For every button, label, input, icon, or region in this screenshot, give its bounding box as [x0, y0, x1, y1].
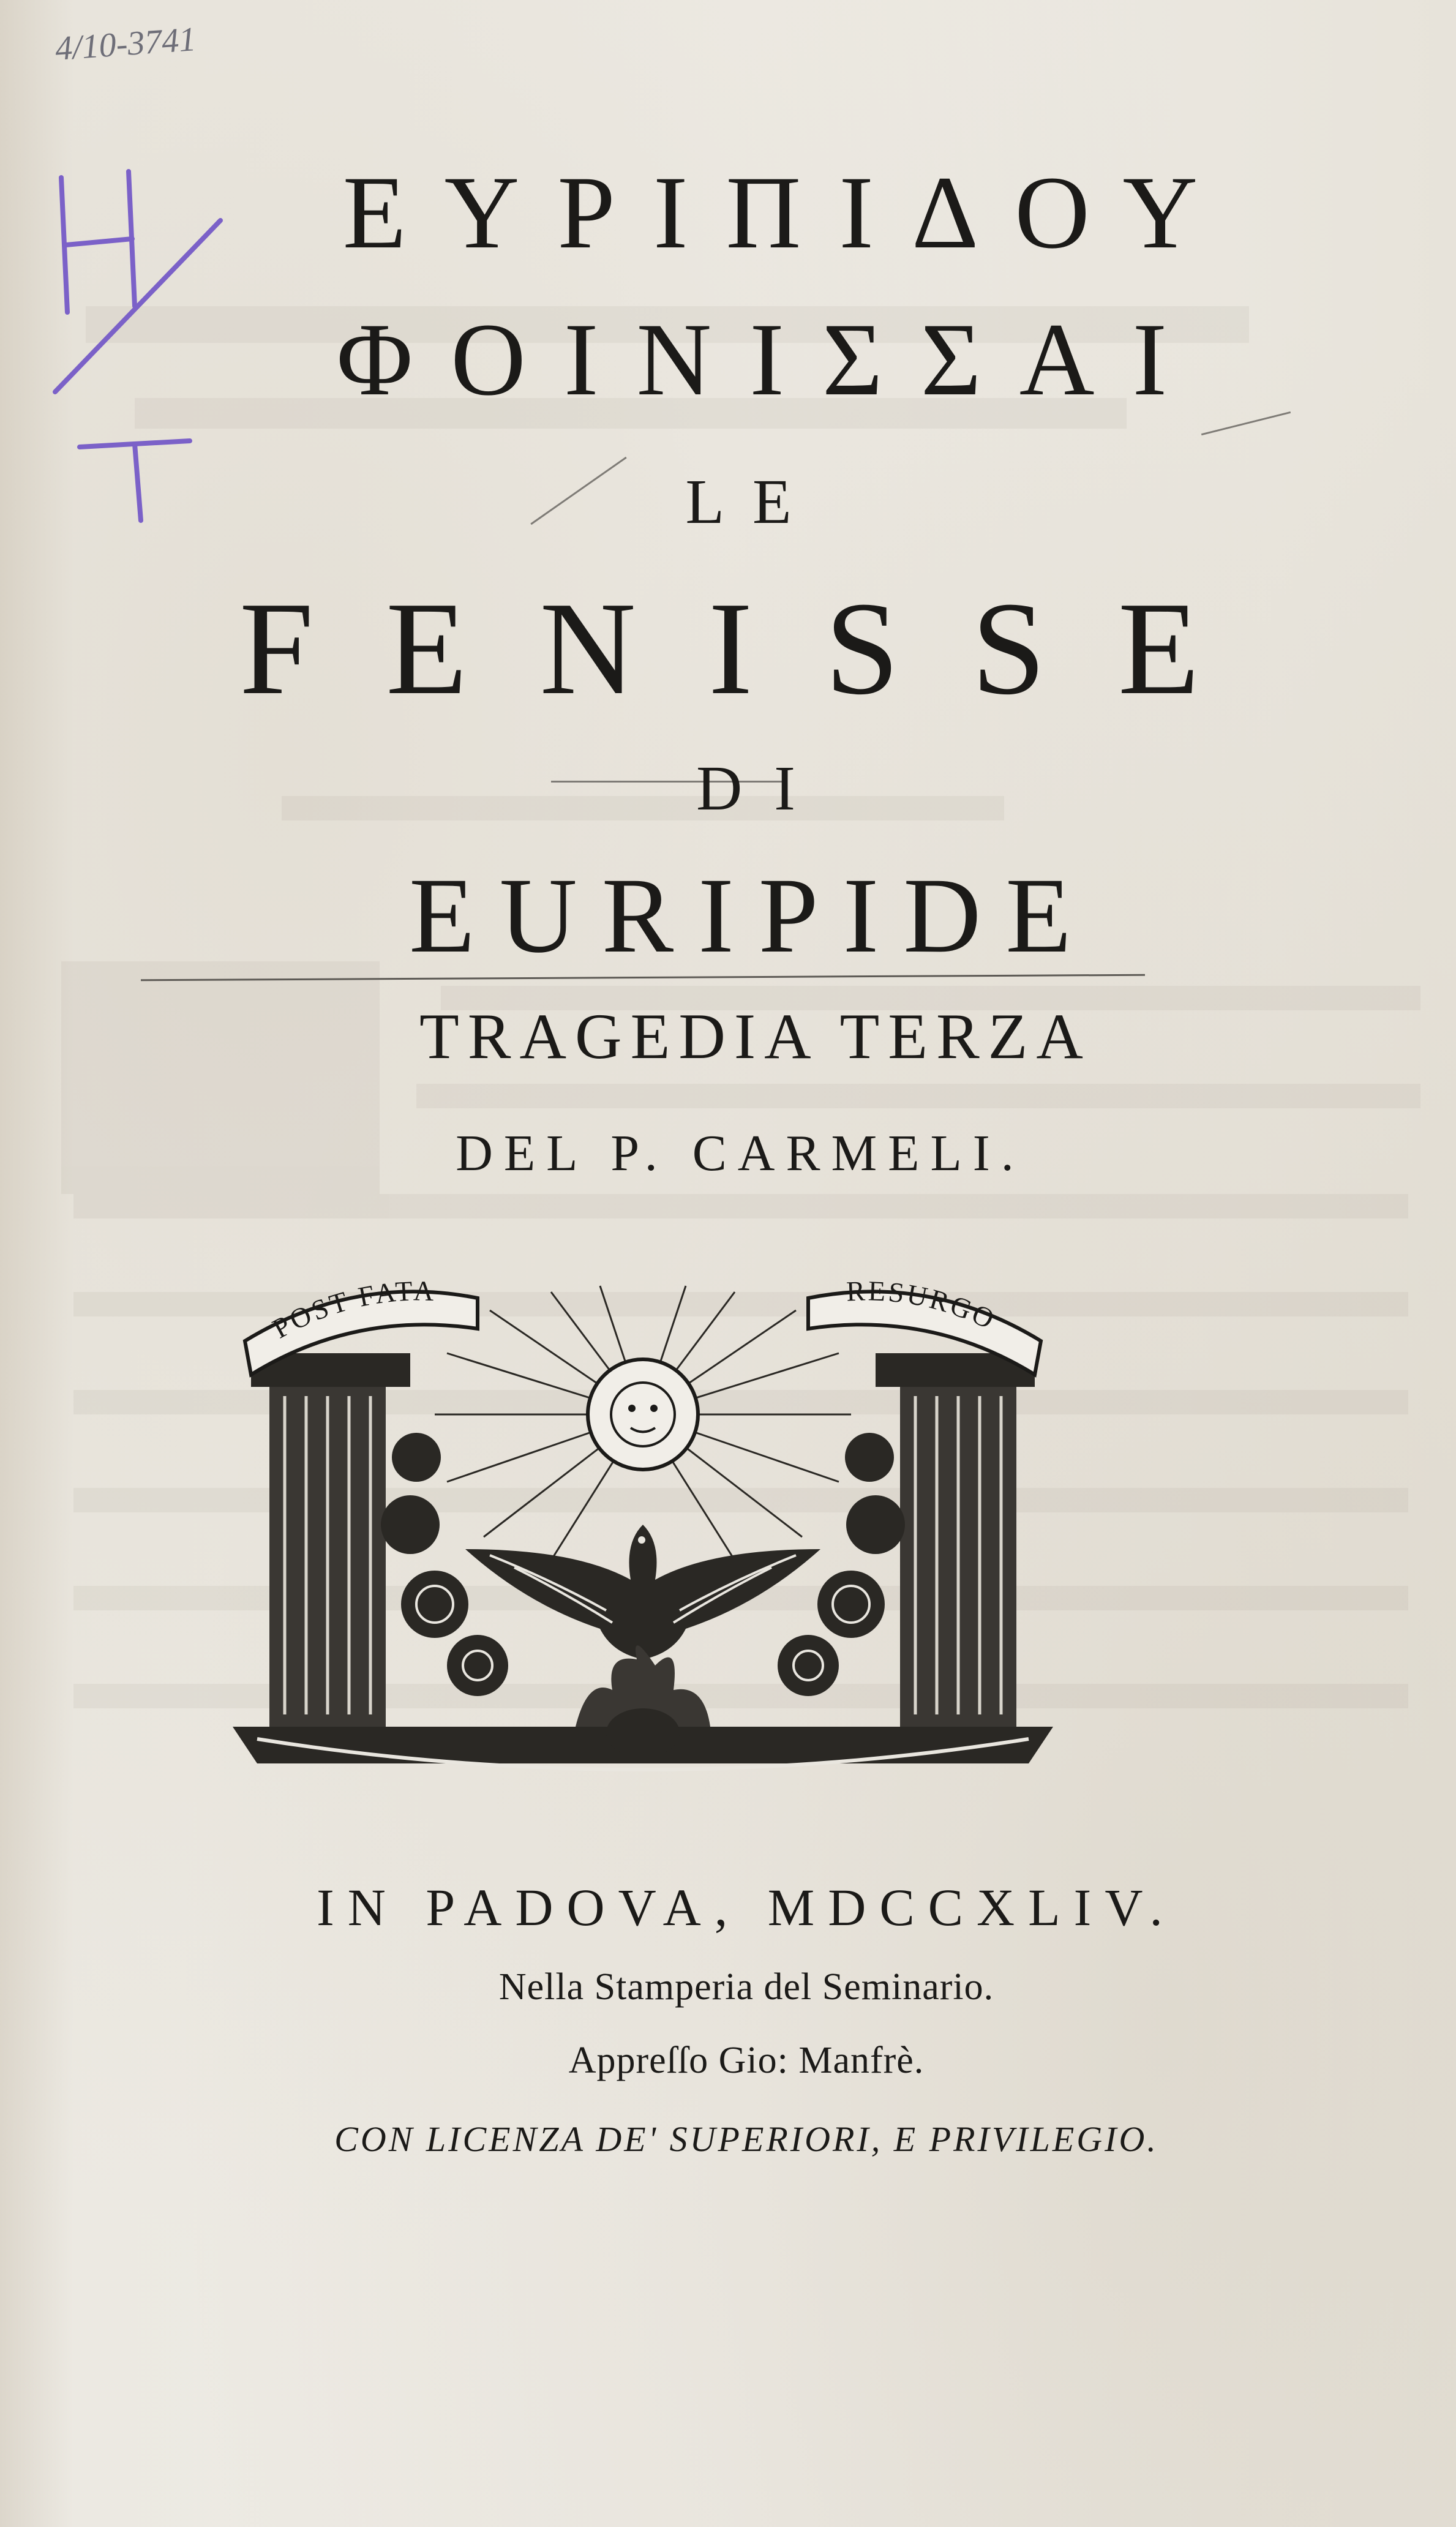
greek-title: ΦΟΙΝΙΣΣΑΙ	[336, 302, 1206, 417]
shelfmark-annotation: 4/10-3741	[54, 20, 198, 68]
phoenix-sun-icon	[233, 1261, 1053, 1812]
title-author: EURIPIDE	[409, 856, 1096, 975]
author-line: DEL P. CARMELI.	[456, 1125, 1025, 1182]
greek-author-name: ΕΥΡΙΠΙΔΟΥ	[342, 155, 1236, 270]
imprint-place-date: IN PADOVA, MDCCXLIV.	[317, 1878, 1176, 1937]
imprint-license: CON LICENZA DE' SUPERIORI, E PRIVILEGIO.	[334, 2119, 1158, 2159]
subtitle: TRAGEDIA TERZA	[419, 1001, 1092, 1072]
ornament-motto-right: RESURGO	[846, 1275, 1001, 1336]
imprint-press: Nella Stamperia del Seminario.	[498, 1966, 994, 2008]
title-article: LE	[685, 467, 820, 537]
title-preposition: DI	[696, 753, 827, 824]
bleed-through-text	[49, 288, 1427, 2125]
ornament-motto-left: POST FATA	[267, 1275, 437, 1345]
imprint-printer: Appreſſo Gio: Manfrè.	[568, 2040, 925, 2081]
title-main: FENISSE	[239, 575, 1272, 723]
